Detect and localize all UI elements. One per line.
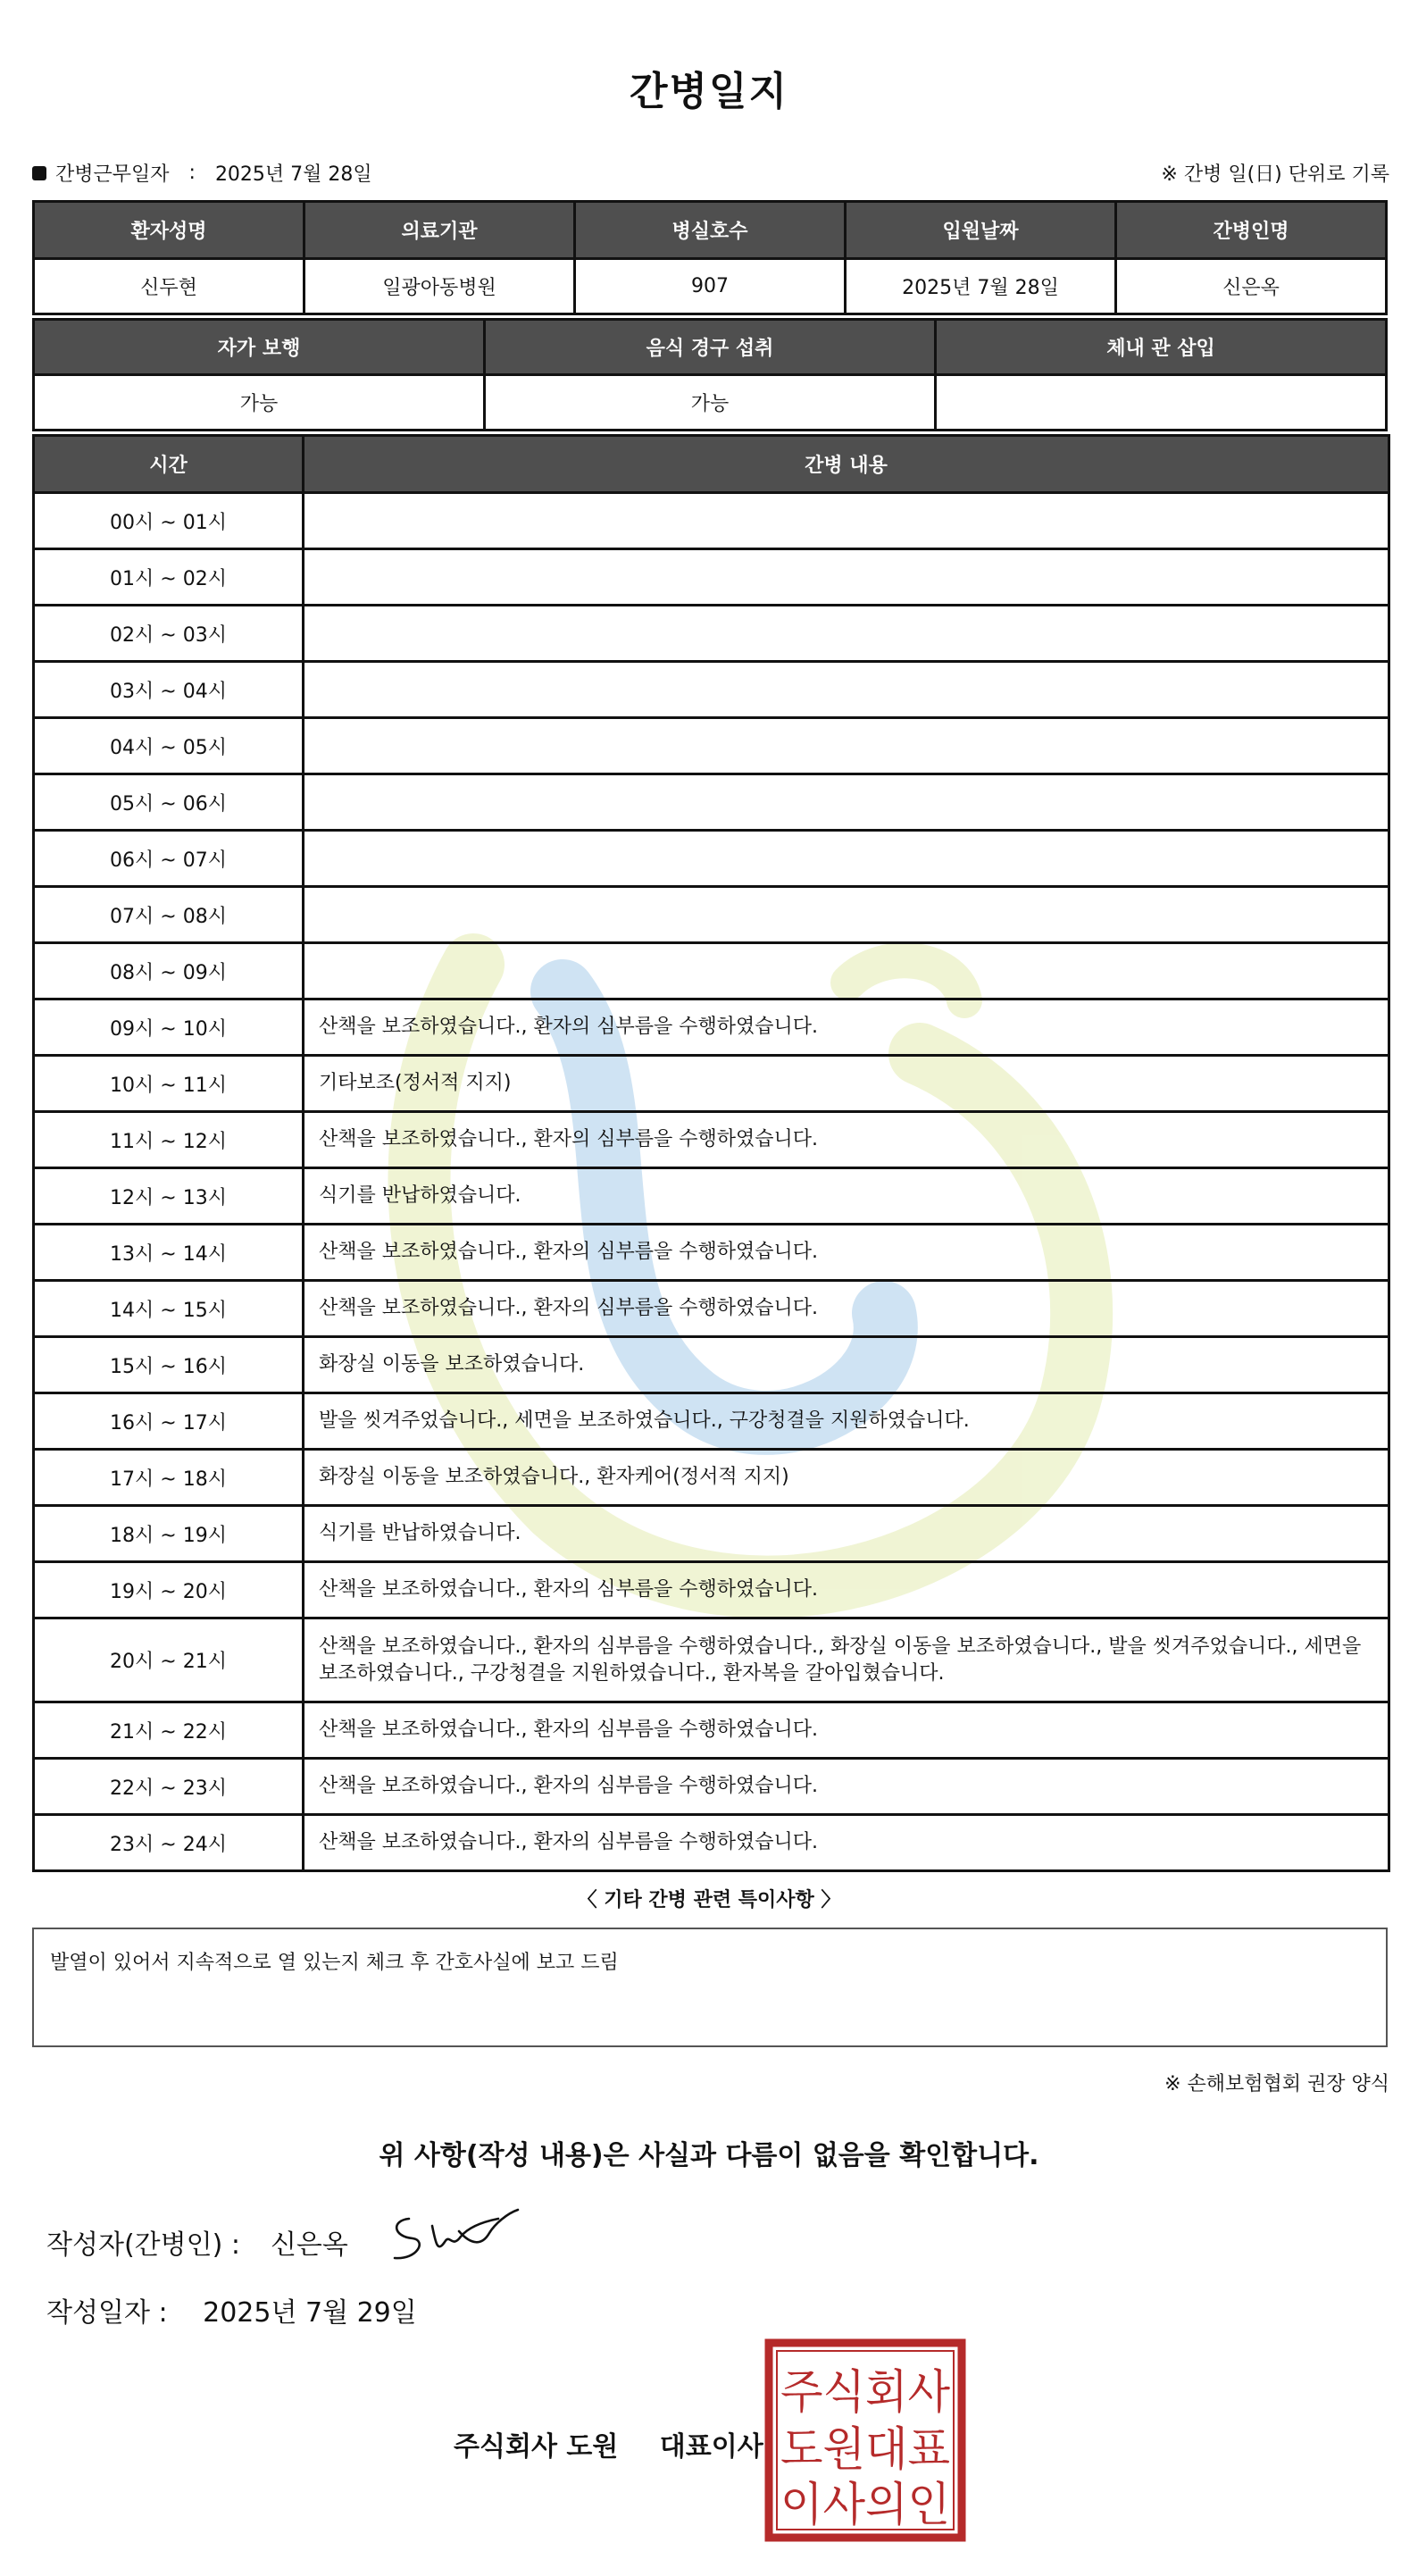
company-name: 주식회사 도원 [454, 2431, 619, 2463]
time-slot: 10시 ~ 11시 [34, 1056, 304, 1112]
time-slot: 09시 ~ 10시 [34, 999, 304, 1056]
care-content: 화장실 이동을 보조하였습니다., 환자케어(정서적 지지) [304, 1450, 1389, 1506]
self-walking-value: 가능 [34, 375, 485, 431]
time-slot: 22시 ~ 23시 [34, 1759, 304, 1815]
notes-box [32, 1928, 1388, 2047]
caregiver-name: 신은옥 [1116, 259, 1387, 314]
care-content [304, 774, 1389, 831]
room-number: 907 [575, 259, 846, 314]
header-oral-intake: 음식 경구 섭취 [485, 320, 936, 375]
time-slot: 23시 ~ 24시 [34, 1815, 304, 1871]
time-slot: 05시 ~ 06시 [34, 774, 304, 831]
written-date-line [46, 2290, 417, 2329]
author-line [46, 2222, 348, 2262]
work-date-label: 간병근무일자 [55, 163, 170, 186]
care-log-row [34, 1562, 1389, 1618]
patient-status-table [32, 318, 1388, 431]
care-log-row [34, 1815, 1389, 1871]
care-log-row [34, 831, 1389, 887]
care-log-row [34, 549, 1389, 606]
confirmation-statement: 위 사항(작성 내용)은 사실과 다름이 없음을 확인합니다. [379, 2140, 1039, 2171]
time-slot: 14시 ~ 15시 [34, 1281, 304, 1337]
care-log-row [34, 999, 1389, 1056]
care-content: 산책을 보조하였습니다., 환자의 심부름을 수행하였습니다. [304, 1225, 1389, 1281]
seal-line-3: 이사의인 [780, 2479, 950, 2532]
header-room: 병실호수 [575, 202, 846, 259]
time-slot: 02시 ~ 03시 [34, 606, 304, 662]
care-content: 산책을 보조하였습니다., 환자의 심부름을 수행하였습니다. [304, 999, 1389, 1056]
care-content: 산책을 보조하였습니다., 환자의 심부름을 수행하였습니다. [304, 1702, 1389, 1759]
seal-line-2: 도원대표 [780, 2423, 950, 2477]
care-log-row [34, 1112, 1389, 1168]
bullet-square-icon [32, 166, 46, 180]
unit-note: ※ 간병 일(日) 단위로 기록 [1161, 163, 1389, 186]
care-content: 식기를 반납하였습니다. [304, 1506, 1389, 1562]
care-log-row [34, 1225, 1389, 1281]
header-tube-insertion: 체내 관 삽입 [936, 320, 1387, 375]
care-log-row [34, 887, 1389, 943]
signature-icon [382, 2201, 525, 2272]
care-content [304, 493, 1389, 549]
care-content: 산책을 보조하였습니다., 환자의 심부름을 수행하였습니다. [304, 1815, 1389, 1871]
patient-info-table [32, 200, 1388, 315]
company-seal-icon [764, 2338, 966, 2542]
care-content: 산책을 보조하였습니다., 환자의 심부름을 수행하였습니다. [304, 1112, 1389, 1168]
time-slot: 13시 ~ 14시 [34, 1225, 304, 1281]
admit-date: 2025년 7월 28일 [846, 259, 1116, 314]
time-slot: 08시 ~ 09시 [34, 943, 304, 999]
tube-insertion-value [936, 375, 1387, 431]
care-log-row [34, 774, 1389, 831]
care-content: 산책을 보조하였습니다., 환자의 심부름을 수행하였습니다. [304, 1562, 1389, 1618]
care-content: 산책을 보조하였습니다., 환자의 심부름을 수행하였습니다. [304, 1759, 1389, 1815]
care-content [304, 718, 1389, 774]
care-log-row [34, 943, 1389, 999]
time-slot: 21시 ~ 22시 [34, 1702, 304, 1759]
author-label: 작성자(간병인) : [46, 2229, 240, 2261]
care-content [304, 662, 1389, 718]
care-log-table [32, 434, 1390, 1872]
seal-line-1: 주식회사 [780, 2366, 950, 2420]
care-log-row [34, 1056, 1389, 1112]
time-slot: 19시 ~ 20시 [34, 1562, 304, 1618]
care-content [304, 887, 1389, 943]
page-title: 간병일지 [629, 69, 788, 114]
care-log-row [34, 1450, 1389, 1506]
care-log-row [34, 1759, 1389, 1815]
time-slot: 00시 ~ 01시 [34, 493, 304, 549]
care-log-row [34, 1702, 1389, 1759]
care-content: 식기를 반납하였습니다. [304, 1168, 1389, 1225]
header-patient-name: 환자성명 [34, 202, 304, 259]
time-slot: 04시 ~ 05시 [34, 718, 304, 774]
time-slot: 16시 ~ 17시 [34, 1393, 304, 1450]
author-name: 신은옥 [270, 2229, 348, 2261]
company-line [454, 2424, 763, 2463]
time-slot: 17시 ~ 18시 [34, 1450, 304, 1506]
time-slot: 18시 ~ 19시 [34, 1506, 304, 1562]
header-caregiver: 간병인명 [1116, 202, 1387, 259]
time-slot: 20시 ~ 21시 [34, 1618, 304, 1702]
hospital-name: 일광아동병원 [304, 259, 575, 314]
time-slot: 03시 ~ 04시 [34, 662, 304, 718]
time-slot: 07시 ~ 08시 [34, 887, 304, 943]
care-content: 화장실 이동을 보조하였습니다. [304, 1337, 1389, 1393]
care-content [304, 943, 1389, 999]
work-date-value: 2025년 7월 28일 [214, 163, 372, 186]
care-content: 산책을 보조하였습니다., 환자의 심부름을 수행하였습니다. [304, 1281, 1389, 1337]
care-log-row [34, 718, 1389, 774]
written-date-value: 2025년 7월 29일 [203, 2297, 417, 2329]
oral-intake-value: 가능 [485, 375, 936, 431]
care-log-body [34, 493, 1389, 1871]
work-date [32, 159, 372, 187]
care-content: 발을 씻겨주었습니다., 세면을 보조하였습니다., 구강청결을 지원하였습니다. [304, 1393, 1389, 1450]
care-log-row [34, 1168, 1389, 1225]
care-content [304, 549, 1389, 606]
standard-note: ※ 손해보험협회 권장 양식 [1164, 2073, 1389, 2095]
time-slot: 12시 ~ 13시 [34, 1168, 304, 1225]
written-date-label: 작성일자 : [46, 2297, 168, 2329]
care-log-row [34, 1393, 1389, 1450]
care-content [304, 606, 1389, 662]
care-content: 기타보조(정서적 지지) [304, 1056, 1389, 1112]
header-time: 시간 [34, 436, 304, 493]
header-hospital: 의료기관 [304, 202, 575, 259]
notes-title: 〈 기타 간병 관련 특이사항 〉 [577, 1889, 841, 1911]
care-content [304, 831, 1389, 887]
care-log-row [34, 606, 1389, 662]
header-self-walking: 자가 보행 [34, 320, 485, 375]
time-slot: 01시 ~ 02시 [34, 549, 304, 606]
care-log-row [34, 493, 1389, 549]
company-title: 대표이사 [659, 2431, 763, 2463]
work-date-colon: : [188, 162, 196, 184]
care-log-row [34, 1506, 1389, 1562]
time-slot: 11시 ~ 12시 [34, 1112, 304, 1168]
header-admit-date: 입원날짜 [846, 202, 1116, 259]
time-slot: 15시 ~ 16시 [34, 1337, 304, 1393]
notes-text: 발열이 있어서 지속적으로 열 있는지 체크 후 간호사실에 보고 드림 [50, 1952, 619, 1974]
care-content: 산책을 보조하였습니다., 환자의 심부름을 수행하였습니다., 화장실 이동을 보조하였습니다., 발을 씻겨주었습니다., 세면을 보조하였습니다., 구강청결을 지원하였습니다., 환자복을 갈아입혔습니다. [304, 1618, 1389, 1702]
care-log-row [34, 662, 1389, 718]
patient-name: 신두현 [34, 259, 304, 314]
care-log-row [34, 1618, 1389, 1702]
header-care-content: 간병 내용 [304, 436, 1389, 493]
care-log-row [34, 1337, 1389, 1393]
care-log-row [34, 1281, 1389, 1337]
time-slot: 06시 ~ 07시 [34, 831, 304, 887]
